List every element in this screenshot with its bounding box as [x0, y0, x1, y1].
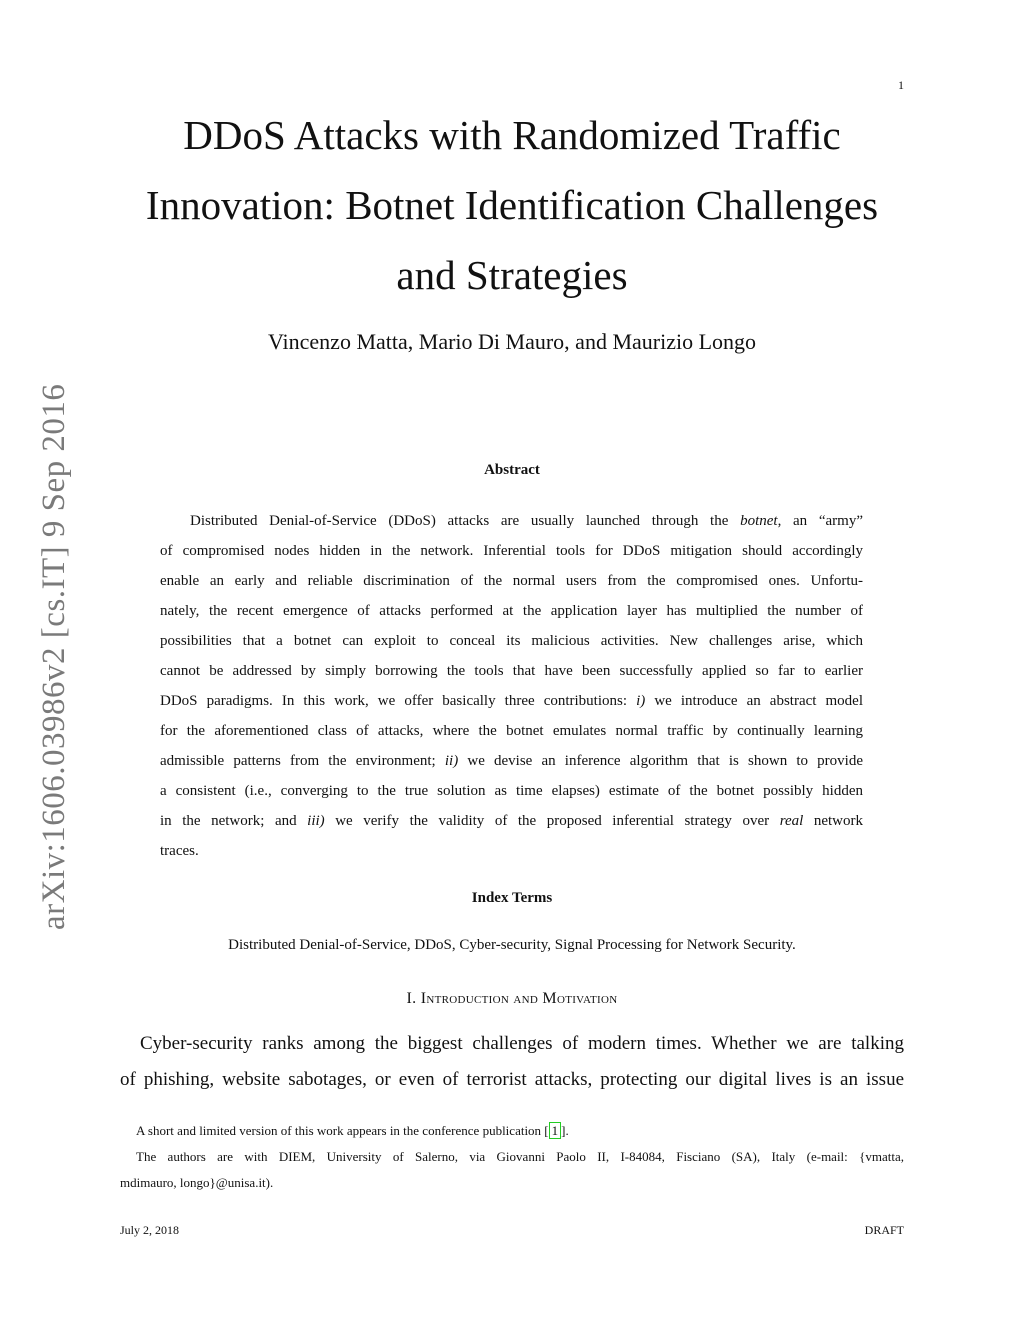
- abstract-line: nately, the recent emergence of attacks performed at the application layer has multiplied the number of: [160, 603, 863, 619]
- title-line: Innovation: Botnet Identification Challenges: [145, 182, 879, 228]
- abstract-line: a consistent (i.e., converging to the true solution as time elapses) estimate of the botnet possibly hidden: [160, 783, 863, 799]
- abstract-line: of compromised nodes hidden in the network. Inferential tools for DDoS mitigation should accordingly: [160, 543, 863, 559]
- paper-title: [120, 100, 904, 310]
- abstract-line: for the aforementioned class of attacks, where the botnet emulates normal traffic by continually learning: [160, 723, 863, 739]
- body-line: of phishing, website sabotages, or even of terrorist attacks, protecting our digital lives is an issue: [120, 1069, 904, 1090]
- citation-link[interactable]: 1: [549, 1122, 562, 1139]
- abstract-line: admissible patterns from the environment; ii) we devise an inference algorithm that is shown to provide: [160, 753, 863, 769]
- index-terms-text: Distributed Denial-of-Service, DDoS, Cyber-security, Signal Processing for Network Security.: [228, 937, 796, 953]
- footnotes: [120, 1118, 904, 1196]
- footnote-conference: [120, 1118, 904, 1144]
- footer-draft-label: DRAFT: [864, 1223, 904, 1237]
- body-line: Cyber-security ranks among the biggest challenges of modern times. Whether we are talking: [140, 1033, 904, 1054]
- title-line: and Strategies: [396, 252, 628, 298]
- abstract-line: traces.: [160, 843, 199, 859]
- abstract-line: enable an early and reliable discrimination of the normal users from the compromised ones. Unfortu-: [160, 573, 863, 589]
- abstract-heading: Abstract: [484, 462, 540, 478]
- section-heading: I. Introduction and Motivation: [406, 990, 618, 1007]
- footnote-affiliation-continued: mdimauro, longo}@unisa.it).: [120, 1175, 274, 1190]
- abstract-line: cannot be addressed by simply borrowing the tools that have been successfully applied so far to earlier: [160, 663, 863, 679]
- footnote-text: ].: [561, 1123, 569, 1138]
- author-list: Vincenzo Matta, Mario Di Mauro, and Maurizio Longo: [267, 329, 757, 354]
- footer-date: July 2, 2018: [120, 1223, 180, 1237]
- footnote-text: A short and limited version of this work appears in the conference publication [: [136, 1123, 549, 1138]
- abstract-line: possibilities that a botnet can exploit to conceal its malicious activities. New challenges arise, which: [160, 633, 863, 649]
- abstract-line: DDoS paradigms. In this work, we offer basically three contributions: i) we introduce an abstract model: [160, 693, 863, 709]
- footnote-affiliation: The authors are with DIEM, University of Salerno, via Giovanni Paolo II, I-84084, Fisciano (SA), Italy (e-mail: {vmatta,: [136, 1149, 904, 1164]
- title-line: DDoS Attacks with Randomized Traffic: [183, 112, 841, 158]
- introduction-text: [120, 1026, 904, 1098]
- arxiv-identifier: arXiv:1606.03986v2 [cs.IT] 9 Sep 2016: [36, 383, 72, 930]
- page-number: 1: [898, 78, 904, 92]
- abstract-line: Distributed Denial-of-Service (DDoS) attacks are usually launched through the botnet, an “army”: [190, 513, 864, 529]
- abstract-line: in the network; and iii) we verify the validity of the proposed inferential strategy over real network: [160, 813, 863, 829]
- abstract-body: [160, 506, 863, 866]
- index-terms-heading: Index Terms: [471, 890, 553, 906]
